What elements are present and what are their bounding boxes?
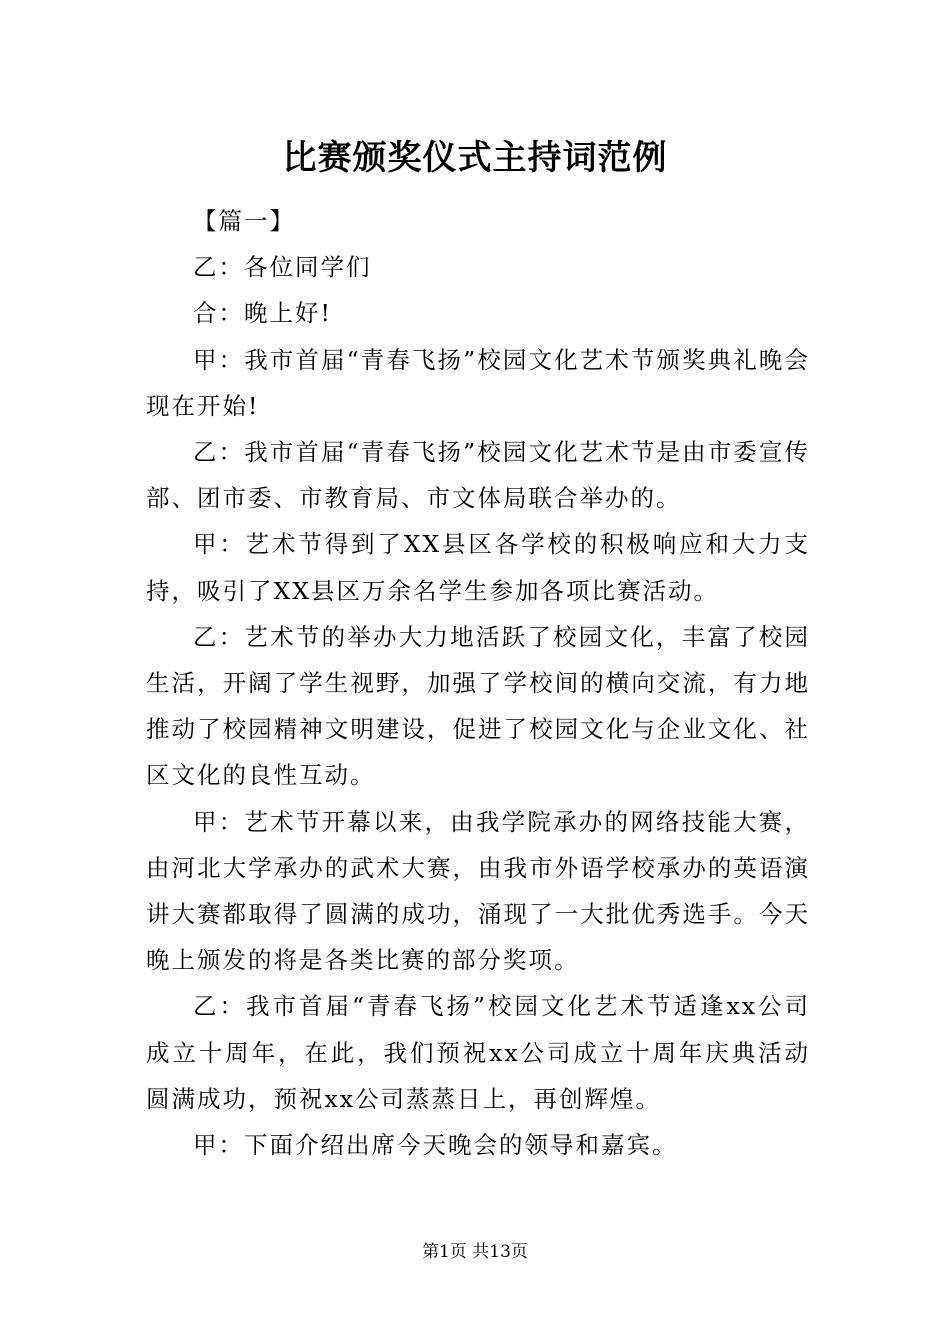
- paragraph: 甲：我市首届“青春飞扬”校园文化艺术节颁奖典礼晚会现在开始!: [146, 345, 810, 420]
- page-number-footer: 第1页 共13页: [422, 1242, 528, 1262]
- paragraph: 甲：下面介绍出席今天晚会的领导和嘉宾。: [193, 1131, 678, 1160]
- document-body: [146, 198, 810, 1168]
- paragraph: 乙：艺术节的举办大力地活跃了校园文化，丰富了校园生活，开阔了学生视野，加强了学校间的横向交流，有力地推动了校园精神文明建设，促进了校园文化与企业文化、社区文化的良性互动。: [146, 622, 810, 790]
- paragraph: 甲：艺术节开幕以来，由我学院承办的网络技能大赛，由河北大学承办的武术大赛，由我市外语学校承办的英语演讲大赛都取得了圆满的成功，涌现了一大批优秀选手。今天晚上颁发的将是各类比赛的部分奖项。: [146, 807, 810, 975]
- paragraph: 乙：我市首届“青春飞扬”校园文化艺术节是由市委宣传部、团市委、市教育局、市文体局联合举办的。: [146, 438, 810, 513]
- paragraph: 合：晚上好!: [193, 299, 332, 328]
- document-title: 比赛颁奖仪式主持词范例: [282, 138, 668, 178]
- paragraph: 乙：各位同学们: [193, 253, 372, 282]
- paragraph: 乙：我市首届“青春飞扬”校园文化艺术节适逢xx公司成立十周年，在此，我们预祝xx公司成立十周年庆典活动圆满成功，预祝xx公司蒸蒸日上，再创辉煌。: [146, 992, 810, 1113]
- paragraph: 甲：艺术节得到了XX县区各学校的积极响应和大力支持，吸引了XX县区万余名学生参加各项比赛活动。: [146, 530, 810, 605]
- section-heading: 【篇一】: [193, 207, 295, 235]
